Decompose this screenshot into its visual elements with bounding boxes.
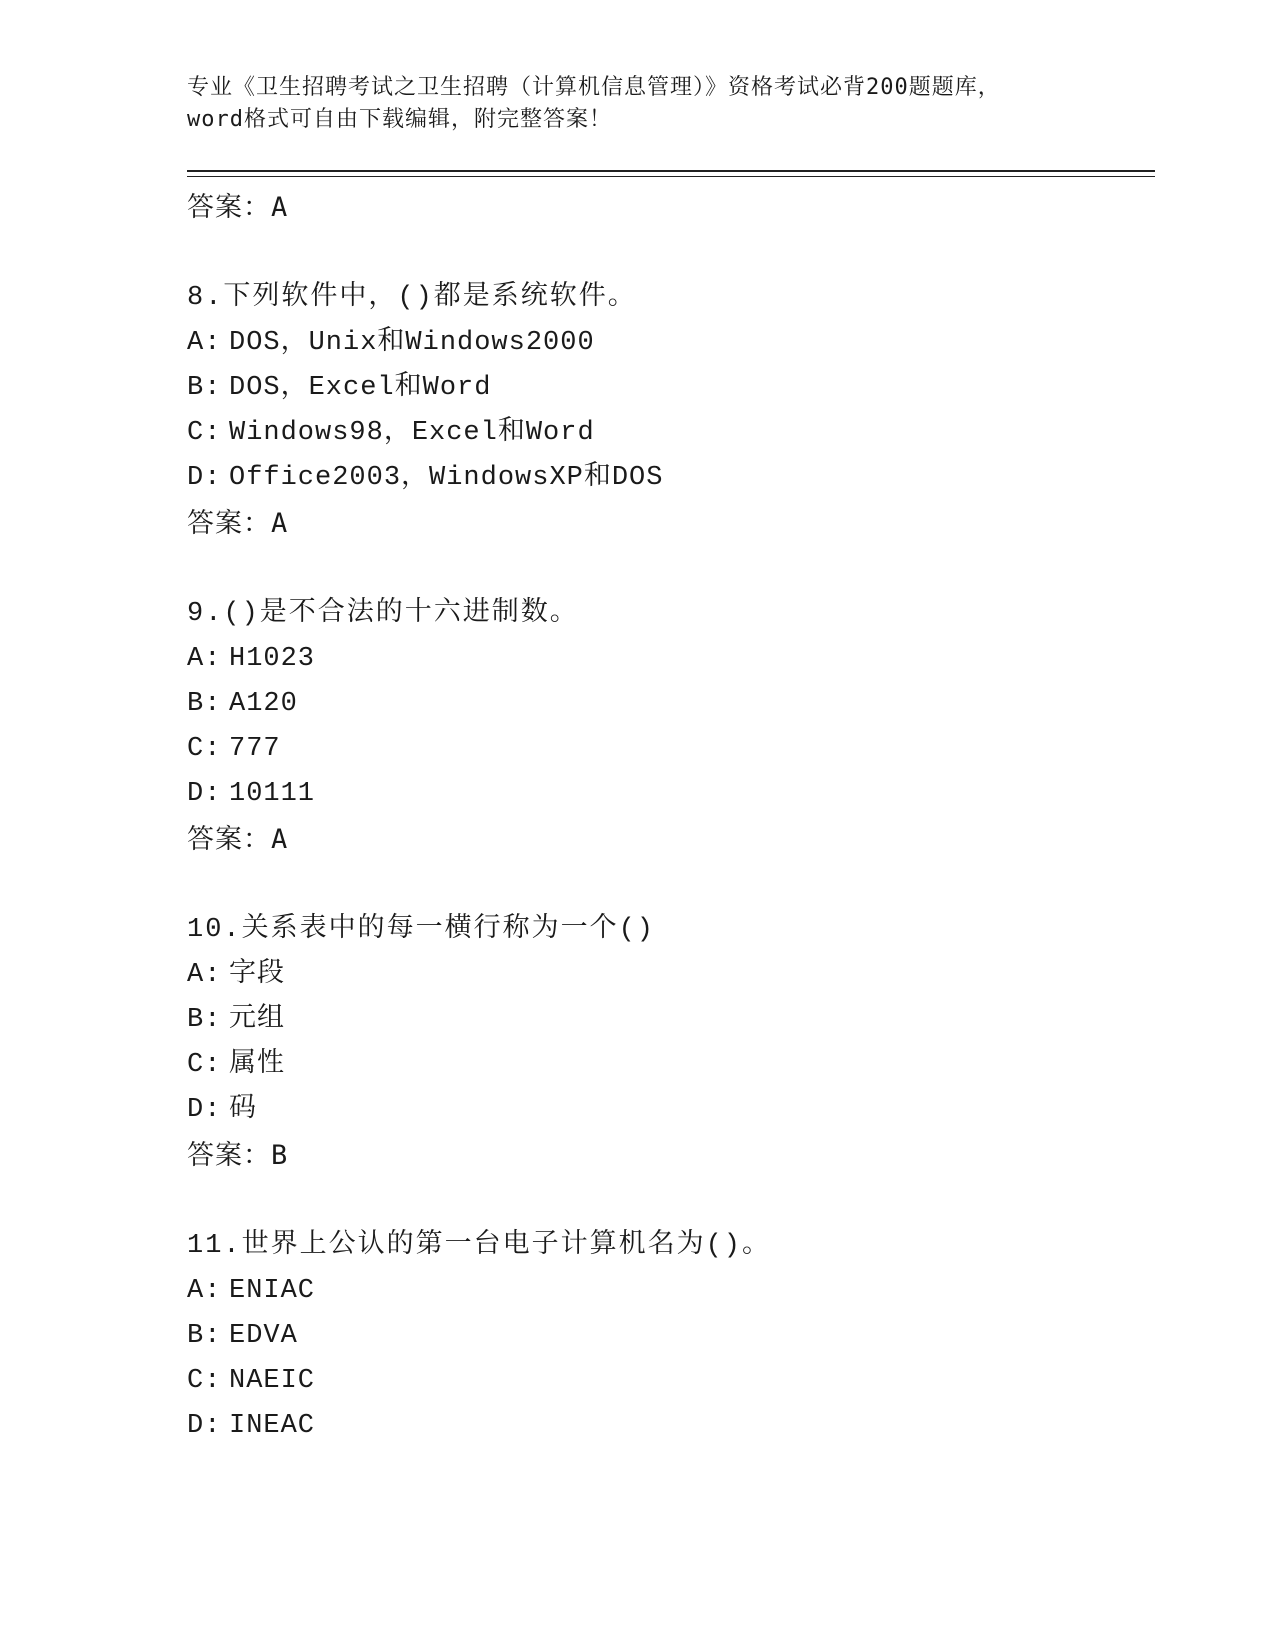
question-stem: 8.下列软件中，()都是系统软件。 xyxy=(187,283,637,313)
option-letter: D: xyxy=(187,463,222,493)
question-stem: 9.()是不合法的十六进制数。 xyxy=(187,599,579,629)
option-a xyxy=(187,321,1155,366)
option-letter: A: xyxy=(187,1276,222,1306)
option-text: EDVA xyxy=(229,1321,298,1351)
question-11 xyxy=(187,1224,1155,1449)
option-text: DOS，Excel和Word xyxy=(229,373,492,403)
option-letter: A: xyxy=(187,644,222,674)
option-text: NAEIC xyxy=(229,1366,316,1396)
answer-line: 答案：A xyxy=(187,192,289,223)
option-c xyxy=(187,1043,1155,1088)
option-text: H1023 xyxy=(229,644,316,674)
option-d xyxy=(187,456,1155,501)
option-text: 字段 xyxy=(229,960,285,990)
option-letter: B: xyxy=(187,1321,222,1351)
option-a xyxy=(187,637,1155,682)
option-b xyxy=(187,998,1155,1043)
option-c xyxy=(187,411,1155,456)
option-letter: A: xyxy=(187,960,222,990)
option-letter: D: xyxy=(187,1411,222,1441)
option-c xyxy=(187,1359,1155,1404)
document-header-line-2: word格式可自由下载编辑，附完整答案！ xyxy=(187,107,612,132)
question-stem: 10.关系表中的每一横行称为一个() xyxy=(187,915,656,945)
option-b xyxy=(187,1314,1155,1359)
option-letter: B: xyxy=(187,689,222,719)
option-text: 777 xyxy=(229,734,281,764)
answer-line: 答案：B xyxy=(187,1140,289,1171)
option-text: 码 xyxy=(229,1095,257,1125)
option-letter: C: xyxy=(187,418,222,448)
option-letter: C: xyxy=(187,1050,222,1080)
option-a xyxy=(187,1269,1155,1314)
option-letter: A: xyxy=(187,328,222,358)
answer-line: 答案：A xyxy=(187,508,289,539)
question-10 xyxy=(187,908,1155,1178)
option-text: DOS，Unix和Windows2000 xyxy=(229,328,595,358)
option-text: Office2003，WindowsXP和DOS xyxy=(229,463,664,493)
document-page xyxy=(187,72,1155,1449)
answer-line: 答案：A xyxy=(187,824,289,855)
option-text: 元组 xyxy=(229,1005,285,1035)
option-letter: B: xyxy=(187,373,222,403)
option-b xyxy=(187,682,1155,727)
option-a xyxy=(187,953,1155,998)
option-d xyxy=(187,772,1155,817)
option-text: INEAC xyxy=(229,1411,316,1441)
option-letter: B: xyxy=(187,1005,222,1035)
option-text: A120 xyxy=(229,689,298,719)
option-text: 属性 xyxy=(229,1050,285,1080)
option-letter: D: xyxy=(187,1095,222,1125)
document-header-line-1: 专业《卫生招聘考试之卫生招聘（计算机信息管理）》资格考试必背200题题库， xyxy=(187,75,1001,100)
option-letter: C: xyxy=(187,1366,222,1396)
option-text: Windows98，Excel和Word xyxy=(229,418,595,448)
option-c xyxy=(187,727,1155,772)
option-d xyxy=(187,1088,1155,1133)
question-stem: 11.世界上公认的第一台电子计算机名为()。 xyxy=(187,1231,772,1261)
option-letter: C: xyxy=(187,734,222,764)
option-letter: D: xyxy=(187,779,222,809)
option-text: ENIAC xyxy=(229,1276,316,1306)
option-d xyxy=(187,1404,1155,1449)
header-divider xyxy=(187,170,1155,177)
question-9 xyxy=(187,592,1155,862)
option-b xyxy=(187,366,1155,411)
option-text: 10111 xyxy=(229,779,316,809)
question-8 xyxy=(187,276,1155,546)
